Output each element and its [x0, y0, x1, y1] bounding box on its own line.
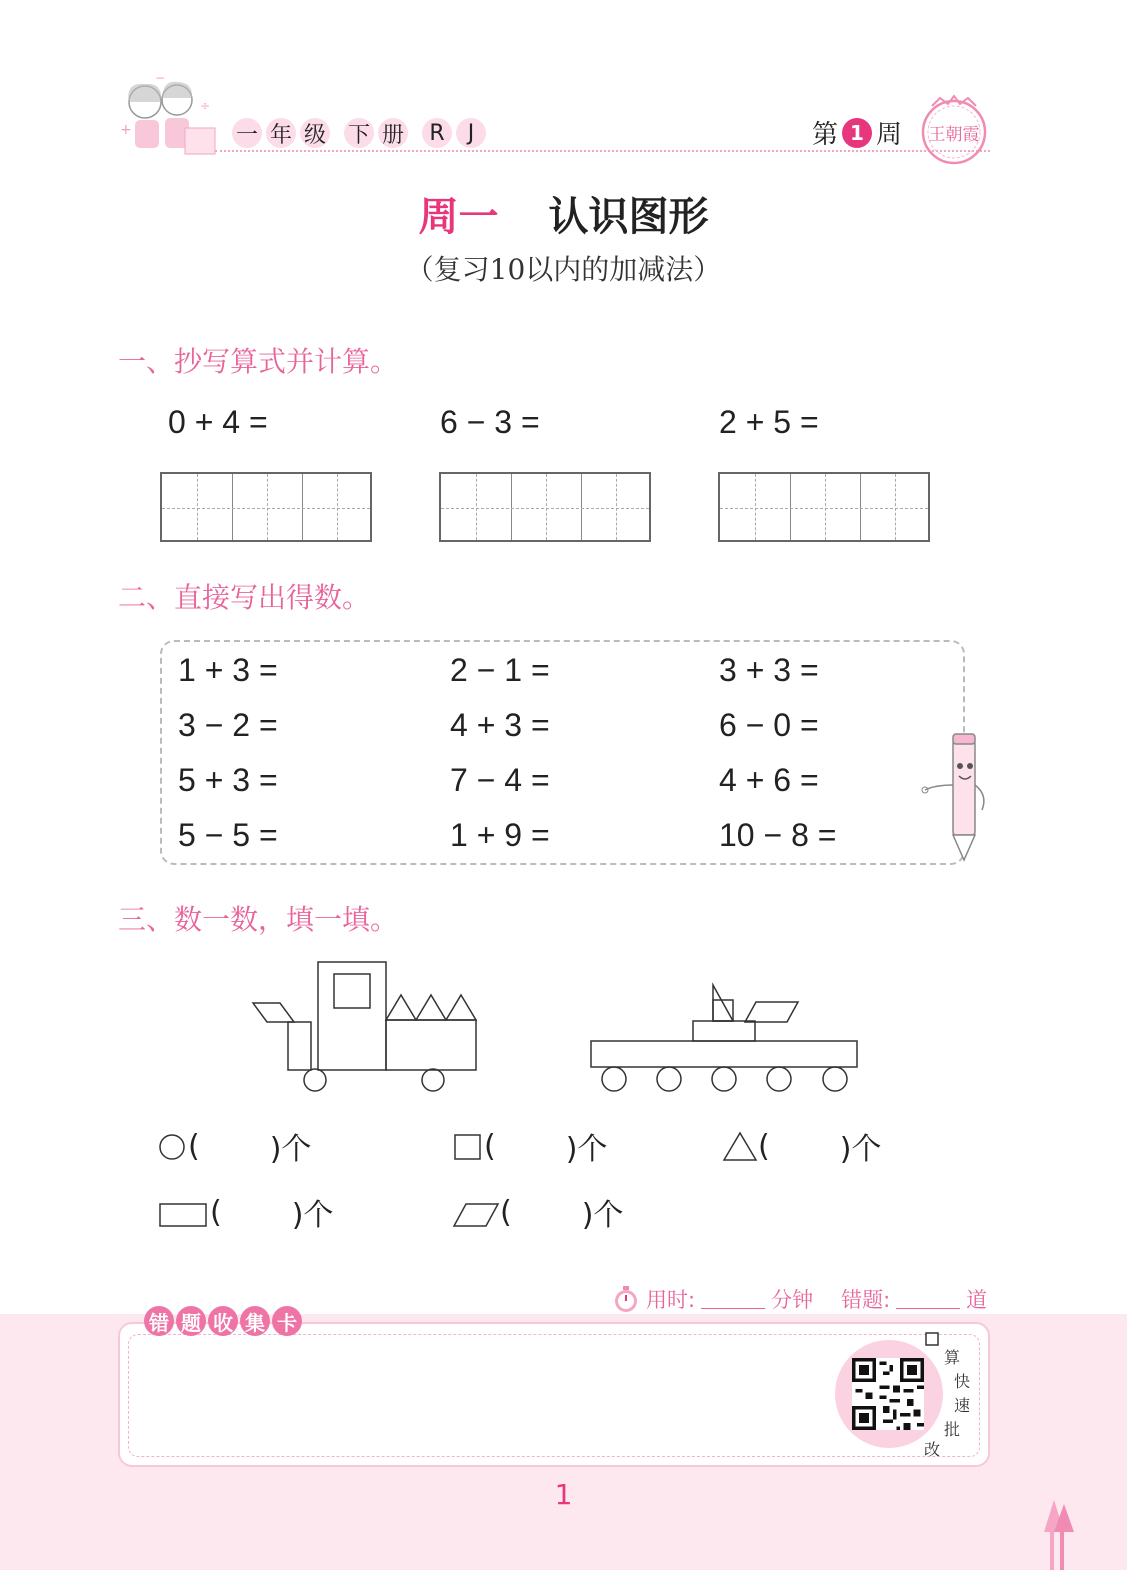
time-record	[612, 1284, 987, 1314]
paren-open: (	[210, 1194, 222, 1230]
section3-heading: 三、数一数，填一填。	[118, 903, 399, 936]
error-input[interactable]	[896, 1290, 960, 1309]
grade-label	[232, 118, 486, 148]
paren-close: )个	[581, 1198, 624, 1233]
math-problem: 3 − 2 =	[178, 707, 278, 743]
tag-char: 题	[176, 1306, 206, 1336]
section2-heading: 二、直接写出得数。	[118, 581, 371, 614]
math-problem: 4 + 6 =	[719, 762, 819, 798]
title-day: 周一	[418, 194, 499, 240]
math-problem: 5 − 5 =	[178, 817, 278, 853]
error-card-tag	[144, 1306, 302, 1336]
copy-expression: 6 − 3 =	[440, 404, 540, 440]
grade-char: 册	[378, 118, 408, 148]
qr-caption-char: 改	[924, 1440, 941, 1459]
square-count	[452, 1124, 607, 1168]
paren-open: (	[500, 1194, 512, 1230]
math-problem: 7 − 4 =	[450, 762, 550, 798]
tag-char: 错	[144, 1306, 174, 1336]
section1-heading: 一、抄写算式并计算。	[118, 345, 399, 378]
page-title	[0, 185, 1127, 242]
truck-shape-figure	[248, 958, 483, 1093]
svg-text:−: −	[155, 72, 166, 85]
parallelogram-icon	[452, 1196, 500, 1228]
qr-code-icon[interactable]	[852, 1358, 924, 1430]
time-input[interactable]	[701, 1290, 765, 1309]
tag-char: 卡	[272, 1306, 302, 1336]
qr-caption-char: 快	[954, 1372, 971, 1391]
paren-close: )个	[291, 1198, 334, 1233]
grade-char: J	[456, 118, 486, 148]
title-topic: 认识图形	[548, 194, 709, 240]
rectangle-icon	[158, 1196, 210, 1228]
grade-char: R	[422, 118, 452, 148]
grade-char: 下	[344, 118, 374, 148]
math-problem: 3 + 3 =	[719, 652, 819, 688]
paren-close: )个	[839, 1132, 882, 1167]
time-label: 用时:	[646, 1288, 696, 1312]
week-number: 1	[842, 118, 872, 148]
triangle-count	[722, 1124, 881, 1168]
qr-caption-char: 批	[944, 1420, 961, 1439]
circle-icon	[158, 1131, 188, 1161]
triangle-icon	[722, 1130, 758, 1162]
kids-illustration	[115, 72, 220, 160]
copy-expression: 2 + 5 =	[719, 404, 819, 440]
tag-char: 集	[240, 1306, 270, 1336]
paren-open: (	[188, 1128, 200, 1164]
week-prefix: 第	[812, 120, 839, 150]
week-label	[812, 114, 902, 151]
error-label: 错题:	[841, 1288, 891, 1312]
paren-open: (	[484, 1128, 496, 1164]
error-unit: 道	[966, 1288, 988, 1312]
tag-char: 收	[208, 1306, 238, 1336]
rectangle-count	[158, 1190, 333, 1234]
qr-caption-char: 算	[944, 1348, 961, 1367]
circle-count	[158, 1124, 311, 1168]
grade-char: 年	[266, 118, 296, 148]
copy-expression: 0 + 4 =	[168, 404, 268, 440]
qr-caption-char: 速	[954, 1396, 971, 1415]
math-problem: 6 − 0 =	[719, 707, 819, 743]
pencil-character-icon	[920, 730, 995, 865]
seal-icon	[918, 94, 990, 166]
square-icon	[452, 1131, 484, 1161]
arrow-up-icon	[1040, 1498, 1078, 1570]
paren-close: )个	[269, 1132, 312, 1167]
paren-open: (	[758, 1128, 770, 1164]
grade-char: 级	[300, 118, 330, 148]
time-unit: 分钟	[771, 1288, 814, 1312]
writing-grid[interactable]	[718, 472, 930, 542]
math-problem: 1 + 9 =	[450, 817, 550, 853]
week-suffix: 周	[876, 120, 903, 150]
parallelogram-count	[452, 1190, 623, 1234]
stopwatch-icon	[612, 1285, 640, 1313]
mental-math-box	[160, 640, 965, 865]
math-problem: 4 + 3 =	[450, 707, 550, 743]
writing-grid[interactable]	[160, 472, 372, 542]
svg-text:÷: ÷	[200, 99, 211, 113]
checkbox-icon	[925, 1332, 939, 1346]
page-subtitle: （复习10以内的加减法）	[405, 253, 722, 286]
writing-grid[interactable]	[439, 472, 651, 542]
paren-close: )个	[565, 1132, 608, 1167]
page-number: 1	[554, 1478, 573, 1511]
seal-text: 王朝霞	[928, 125, 980, 145]
math-problem: 2 − 1 =	[450, 652, 550, 688]
math-problem: 10 − 8 =	[719, 817, 837, 853]
math-problem: 5 + 3 =	[178, 762, 278, 798]
ship-shape-figure	[588, 980, 863, 1095]
math-problem: 1 + 3 =	[178, 652, 278, 688]
svg-text:+: +	[120, 122, 132, 138]
grade-char: 一	[232, 118, 262, 148]
